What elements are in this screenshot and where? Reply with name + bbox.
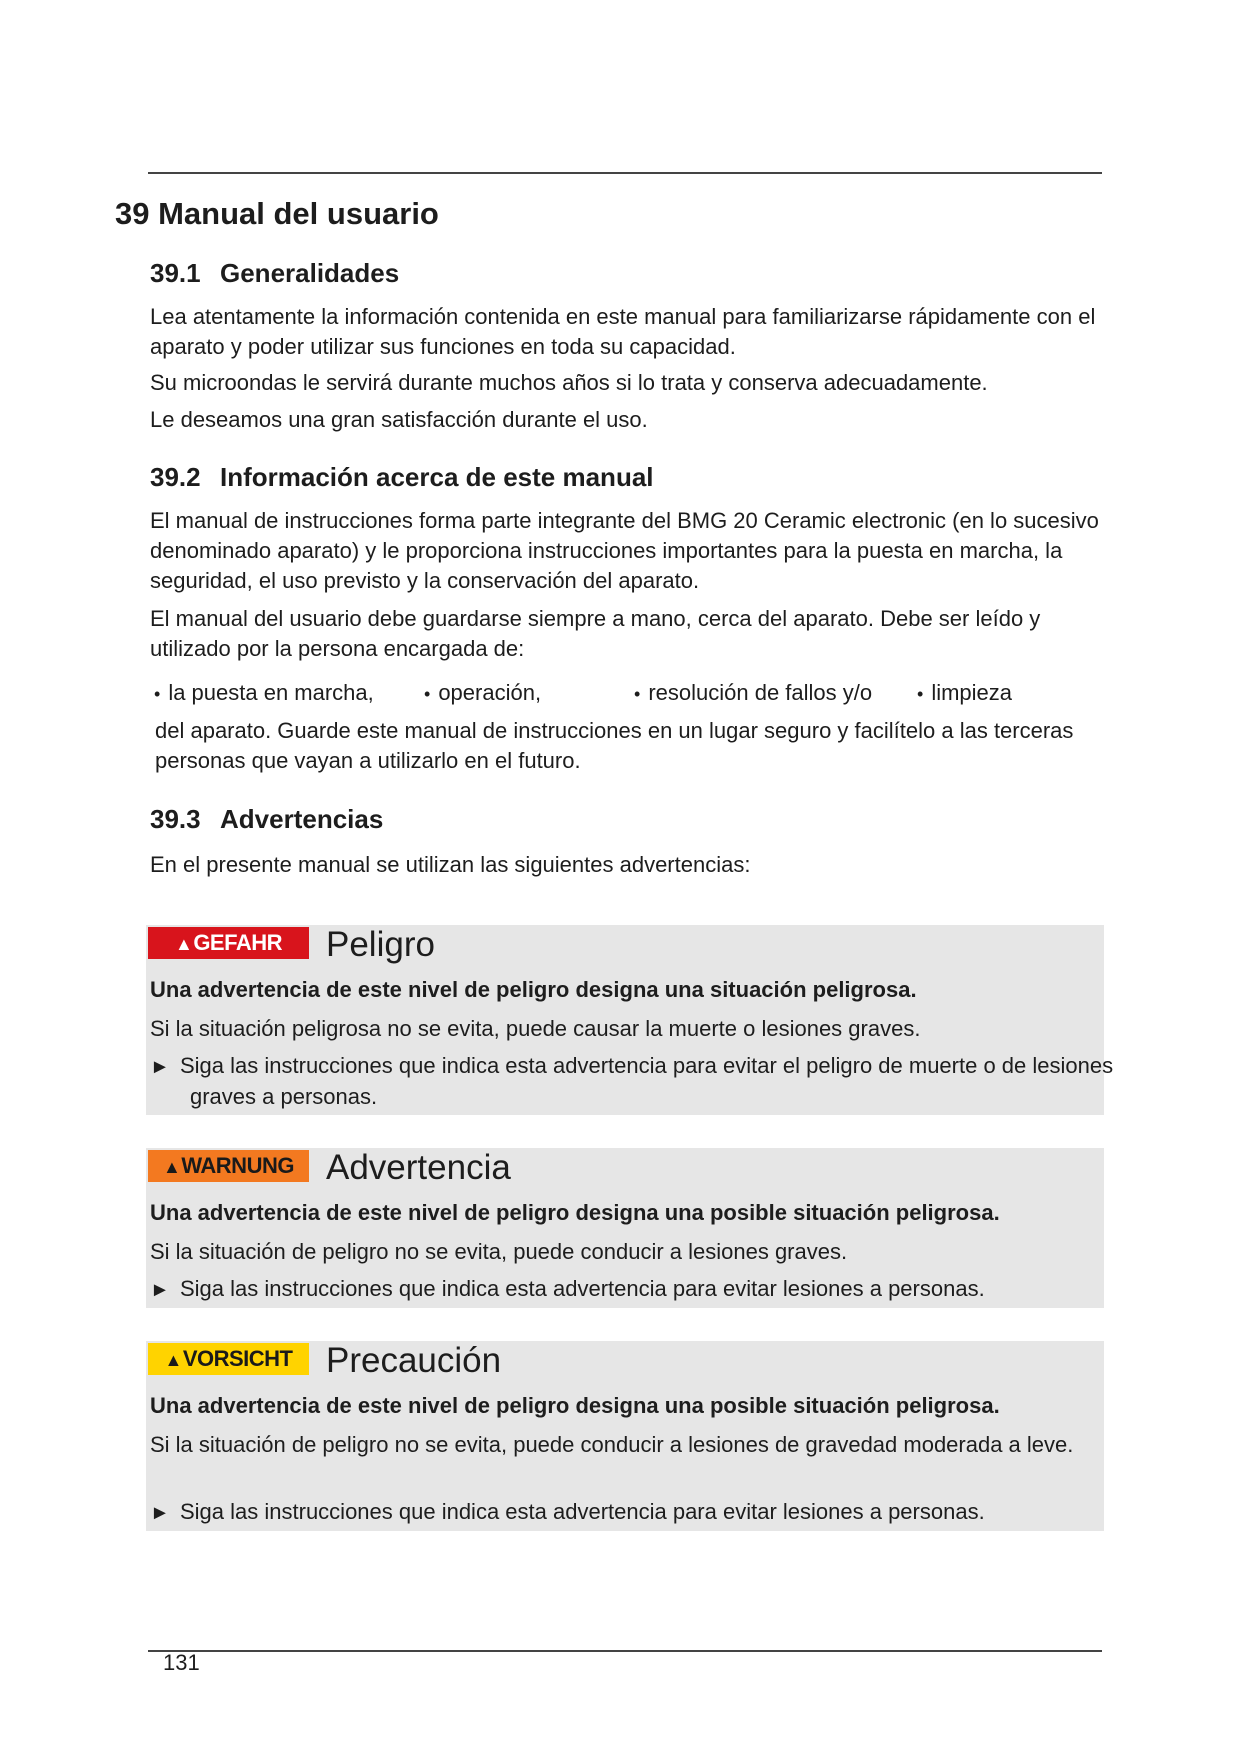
paragraph: Lea atentamente la información contenida en este manual para familiarizarse rápidamente con el aparato y poder utilizar sus funciones en toda su capacidad. <box>150 304 1096 359</box>
warning-bold-text: Una advertencia de este nivel de peligro designa una posible situación peligrosa. <box>150 1200 1000 1225</box>
paragraph: En el presente manual se utilizan las siguientes advertencias: <box>150 852 751 877</box>
warning-title: Advertencia <box>326 1148 511 1187</box>
paragraph: El manual del usuario debe guardarse siempre a mano, cerca del aparato. Debe ser leído y utilizado por la persona encargada de: <box>150 606 1041 661</box>
section-heading-advertencias <box>150 804 383 835</box>
signal-word: WARNUNG <box>181 1153 294 1178</box>
warning-instruction <box>150 1274 1140 1305</box>
instruction-text: Siga las instrucciones que indica esta advertencia para evitar lesiones a personas. <box>180 1499 985 1524</box>
warning-bold-text: Una advertencia de este nivel de peligro designa una situación peligrosa. <box>150 977 917 1002</box>
section-title: Información acerca de este manual <box>220 462 654 492</box>
chapter-title: 39 Manual del usuario <box>115 196 439 231</box>
page-number: 131 <box>163 1650 200 1675</box>
section-number: 39.1 <box>150 258 201 288</box>
warning-instruction <box>150 1051 1140 1112</box>
bullet-item: • resolución de fallos y/o <box>634 680 872 706</box>
instruction-text: Siga las instrucciones que indica esta advertencia para evitar el peligro de muerte o de lesiones graves a personas. <box>180 1053 1114 1109</box>
paragraph: El manual de instrucciones forma parte integrante del BMG 20 Ceramic electronic (en lo sucesivo denominado aparato) y le proporciona instrucciones importantes para la puesta en marcha, la seguridad, el uso previsto y la conservación del aparato. <box>150 508 1099 593</box>
paragraph: Su microondas le servirá durante muchos años si lo trata y conserva adecuadamente. <box>150 370 988 395</box>
section-title: Generalidades <box>220 258 400 288</box>
bullet-item: • limpieza <box>917 680 1012 706</box>
section-number: 39.2 <box>150 462 201 492</box>
section-heading-generalidades <box>150 258 399 289</box>
section-heading-informacion <box>150 462 654 493</box>
warning-consequence: Si la situación de peligro no se evita, puede conducir a lesiones graves. <box>150 1239 848 1264</box>
warning-triangle-icon: ▲ <box>163 1157 181 1177</box>
signal-label-vorsicht <box>148 1343 309 1375</box>
arrow-icon: ► <box>150 1502 170 1524</box>
arrow-icon: ► <box>150 1279 170 1301</box>
signal-label-gefahr <box>148 927 309 959</box>
warning-triangle-icon: ▲ <box>164 1350 182 1370</box>
footer-rule <box>148 1650 1102 1652</box>
paragraph: del aparato. Guarde este manual de instrucciones en un lugar seguro y facilítelo a las terceras personas que vayan a utilizarlo en el futuro. <box>155 718 1074 773</box>
warning-bold-text: Una advertencia de este nivel de peligro designa una posible situación peligrosa. <box>150 1393 1000 1418</box>
warning-consequence: Si la situación de peligro no se evita, puede conducir a lesiones de gravedad moderada a leve. <box>150 1432 1074 1457</box>
signal-word: GEFAHR <box>193 930 282 955</box>
header-rule <box>148 172 1102 174</box>
warning-title: Peligro <box>326 925 435 964</box>
warning-instruction <box>150 1497 1140 1528</box>
section-number: 39.3 <box>150 804 201 834</box>
instruction-text: Siga las instrucciones que indica esta advertencia para evitar lesiones a personas. <box>180 1276 985 1301</box>
warning-box-precaucion <box>146 1341 1104 1531</box>
warning-title: Precaución <box>326 1341 502 1380</box>
bullet-list <box>154 680 1114 710</box>
signal-word: VORSICHT <box>182 1346 293 1371</box>
arrow-icon: ► <box>150 1056 170 1078</box>
warning-box-peligro <box>146 925 1114 1115</box>
bullet-item: • operación, <box>424 680 541 706</box>
warning-consequence: Si la situación peligrosa no se evita, puede causar la muerte o lesiones graves. <box>150 1016 921 1041</box>
section-title: Advertencias <box>220 804 384 834</box>
paragraph: Le deseamos una gran satisfacción durante el uso. <box>150 407 648 432</box>
warning-box-advertencia <box>146 1148 1104 1308</box>
bullet-item: • la puesta en marcha, <box>154 680 374 706</box>
warning-triangle-icon: ▲ <box>174 934 193 954</box>
signal-label-warnung <box>148 1150 309 1182</box>
